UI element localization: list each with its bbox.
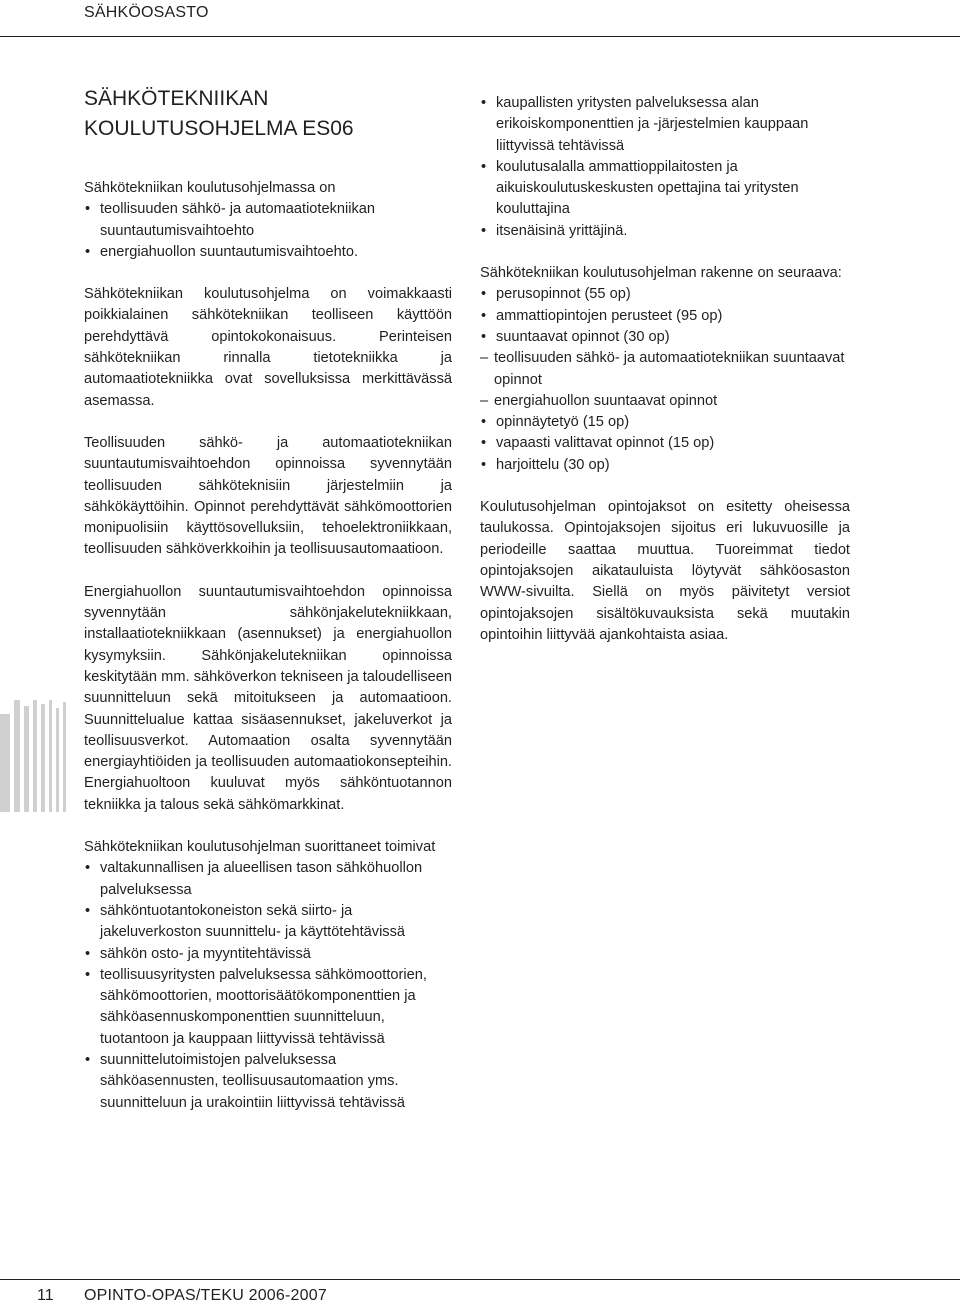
- title-line-2: KOULUTUSOHJELMA ES06: [84, 117, 354, 140]
- page-title: [84, 84, 354, 144]
- list-item: • suuntaavat opinnot (30 op): [480, 327, 850, 348]
- list-item: • suunnittelutoimistojen palveluksessa sähköasennusten, teollisuusautomaation yms. suunnitteluun ja urakointiin liittyvissä tehtävissä: [84, 1050, 452, 1114]
- section-label: SÄHKÖOSASTO: [84, 4, 209, 21]
- paragraph-overview: Sähkötekniikan koulutusohjelma on voimakkaasti poikkialainen sähkötekniikan teolliseen käyttöön perehdyttävä opintokokonaisuus. Perinteisen sähkötekniikan rinnalla tietotekniikka ja automaatiotekniikka ovat sovelluksissa merkittävässä asemassa.: [84, 286, 452, 409]
- list-item: • sähköntuotantokoneiston sekä siirto- ja jakeluverkoston suunnittelu- ja käyttötehtävissä: [84, 901, 452, 944]
- intro-list: [84, 199, 452, 263]
- decorative-stripes: [0, 700, 70, 812]
- list-item: • harjoittelu (30 op): [480, 455, 850, 476]
- paragraph-careers: Sähkötekniikan koulutusohjelman suorittaneet toimivat: [84, 839, 436, 856]
- list-item: • vapaasti valittavat opinnot (15 op): [480, 433, 850, 454]
- paragraph-structure: Sähkötekniikan koulutusohjelman rakenne on seuraava:: [480, 265, 842, 282]
- list-item: • itsenäisinä yrittäjinä.: [480, 221, 850, 242]
- list-item: • opinnäytetyö (15 op): [480, 412, 850, 433]
- page-number: 11: [37, 1287, 54, 1304]
- paragraph-energy-supply: Energiahuollon suuntautumisvaihtoehdon opinnoissa syvennytään sähkönjakelutekniikkaan, installaatiotekniikkaan (asennukset) ja energiahuollon kysymyksiin. Sähkönjakelutekniikan opinnoissa keskitytään mm. sähköverkon tekniseen ja taloudelliseen suunnitteluun sekä mitoitukseen ja automaatioon. Suunnittelualue kattaa sisäasennukset, jakeluverkot ja teollisuusverkot. Automaation osalta syvennytään energiayhtiöiden ja teollisuuden automaatiokonsepteihin. Energiahuoltoon kuuluvat myös sähköntuotannon tekniikka ja talous sekä sähkömarkkinat.: [84, 583, 452, 813]
- paragraph-course-info: Koulutusohjelman opintojaksot on esitetty oheisessa taulukossa. Opintojaksojen sijoitus eri lukuvuosille ja periodeille saattaa muuttua. Tuoreimmat tiedot opintojaksojen aikatauluista löytyvät sähköosaston WWW-sivuilta. Siellä on myös päivitetyt versiot opintojaksojen sisältökuvauksista sekä muutakin opintoihin liittyvää ajankohtaista asiaa.: [480, 499, 850, 643]
- careers-list-continued: [480, 93, 850, 242]
- paragraph-industrial-automation: Teollisuuden sähkö- ja automaatiotekniikan suuntautumisvaihtoehdon opinnoissa syvennytään teollisuuden sähköteknisiin järjestelmiin ja sähkökäyttöihin. Opinnot perehdyttävät sähkömoottorien monipuolisiin käyttösovelluksiin, tehoelektroniikkaan, teollisuuden sähköverkkoihin ja teollisuusautomaatioon.: [84, 434, 452, 558]
- list-item: • sähkön osto- ja myyntitehtävissä: [84, 944, 452, 965]
- list-item: • valtakunnallisen ja alueellisen tason sähköhuollon palveluksessa: [84, 858, 452, 901]
- footer-title: OPINTO-OPAS/TEKU 2006-2007: [84, 1287, 327, 1304]
- list-item: • teollisuusyritysten palveluksessa sähkömoottorien, sähkömoottorien, moottorisäätökomponenttien ja sähköasennuskomponenttien suunnitteluun, tuotantoon ja kauppaan liittyvissä tehtävissä: [84, 965, 452, 1050]
- sub-list-item: – teollisuuden sähkö- ja automaatiotekniikan suuntaavat opinnot: [480, 348, 850, 391]
- list-item: • teollisuuden sähkö- ja automaatiotekniikan suuntautumisvaihtoehto: [84, 199, 452, 242]
- list-item: • koulutusalalla ammattioppilaitosten ja aikuiskoulutuskeskusten opettajina tai yritysten kouluttajina: [480, 157, 850, 221]
- title-line-1: SÄHKÖTEKNIIKAN: [84, 87, 269, 110]
- footer-rule: [0, 1279, 960, 1280]
- list-item: • ammattiopintojen perusteet (95 op): [480, 306, 850, 327]
- left-column: [84, 178, 452, 1114]
- structure-list: [480, 284, 850, 476]
- careers-list: [84, 858, 452, 1114]
- list-item: • perusopinnot (55 op): [480, 284, 850, 305]
- intro-text: Sähkötekniikan koulutusohjelmassa on: [84, 180, 336, 196]
- list-item: • energiahuollon suuntautumisvaihtoehto.: [84, 242, 452, 263]
- list-item: • kaupallisten yritysten palveluksessa alan erikoiskomponenttien ja -järjestelmien kauppaan liittyvissä tehtävissä: [480, 93, 850, 157]
- sub-list-item: – energiahuollon suuntaavat opinnot: [480, 391, 850, 412]
- right-column: [480, 93, 850, 646]
- header-rule: [0, 36, 960, 37]
